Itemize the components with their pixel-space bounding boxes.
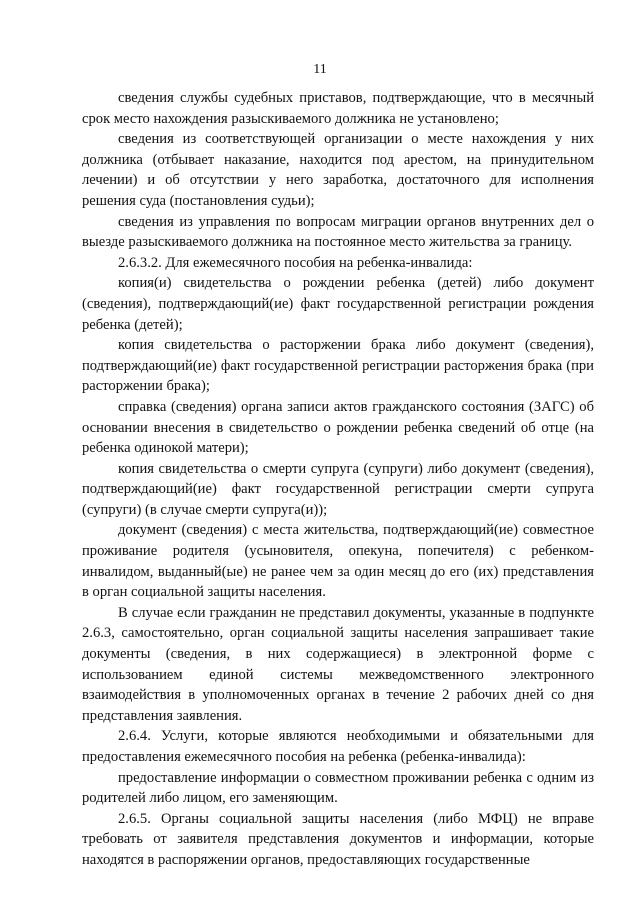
paragraph-debtor-location-info: сведения из соответствующей организации о месте нахождения у них должника (отбывает наказание, находится под арестом, на принудительном лечении) и об отсутствии у него заработка, достаточного для исполнения решения суда (постановления судьи); xyxy=(82,131,594,209)
section-heading-2-6-4: 2.6.4. Услуги, которые являются необходимыми и обязательными для предоставления ежемесячного пособия на ребенка (ребенка-инвалида): xyxy=(82,728,594,765)
paragraph-cohabitation-info: предоставление информации о совместном проживании ребенка с одним из родителей либо лицом, его заменяющим. xyxy=(82,769,594,807)
paragraph-interagency-request: В случае если гражданин не представил документы, указанные в подпункте 2.6.3, самостоятельно, орган социальной защиты населения запрашивает такие документы (сведения, в них содержащиеся) в электронной форме с использованием единой системы межведомственного электронного взаимодействия в уполномоченных органах в течение 2 рабочих дней со дня представления заявления. xyxy=(82,604,594,724)
section-heading-2-6-5: 2.6.5. Органы социальной защиты населения (либо МФЦ) не вправе требовать от заявителя представления документов и информации, которые находятся в распоряжении органов, предоставляющих государственные xyxy=(82,810,594,868)
section-heading-2-6-3-2: 2.6.3.2. Для ежемесячного пособия на ребенка-инвалида: xyxy=(118,254,473,271)
paragraph-zags-certificate: справка (сведения) органа записи актов гражданского состояния (ЗАГС) об основании внесения в свидетельство о рождении ребенка сведений об отце (на ребенка одинокой матери); xyxy=(82,398,594,457)
paragraph-death-certificate: копия свидетельства о смерти супруга (супруги) либо документ (сведения), подтверждающий(ие) факт государственной регистрации смерти супруга (супруги) (в случае смерти супруга(и)); xyxy=(82,460,594,518)
paragraph-migration-info: сведения из управления по вопросам миграции органов внутренних дел о выезде разыскиваемого должника на постоянное место жительства за границу. xyxy=(82,213,594,251)
paragraph-bailiff-info: сведения службы судебных приставов, подтверждающие, что в месячный срок место нахождения разыскиваемого должника не установлено; xyxy=(82,90,594,127)
page-number: 11 xyxy=(313,62,327,77)
paragraph-birth-certificate: копия(и) свидетельства о рождении ребенка (детей) либо документ (сведения), подтверждающий(ие) факт государственной регистрации рождения ребенка (детей); xyxy=(82,275,594,333)
paragraph-divorce-certificate: копия свидетельства о расторжении брака либо документ (сведения), подтверждающий(ие) факт государственной регистрации расторжения брака (при расторжении брака); xyxy=(82,337,594,395)
paragraph-residence-document: документ (сведения) с места жительства, подтверждающий(ие) совместное проживание родителя (усыновителя, опекуна, попечителя) с ребенком-инвалидом, выданный(ые) не ранее чем за один месяц до его (их) представления в орган социальной защиты населения. xyxy=(82,522,594,601)
document-body xyxy=(82,88,594,871)
